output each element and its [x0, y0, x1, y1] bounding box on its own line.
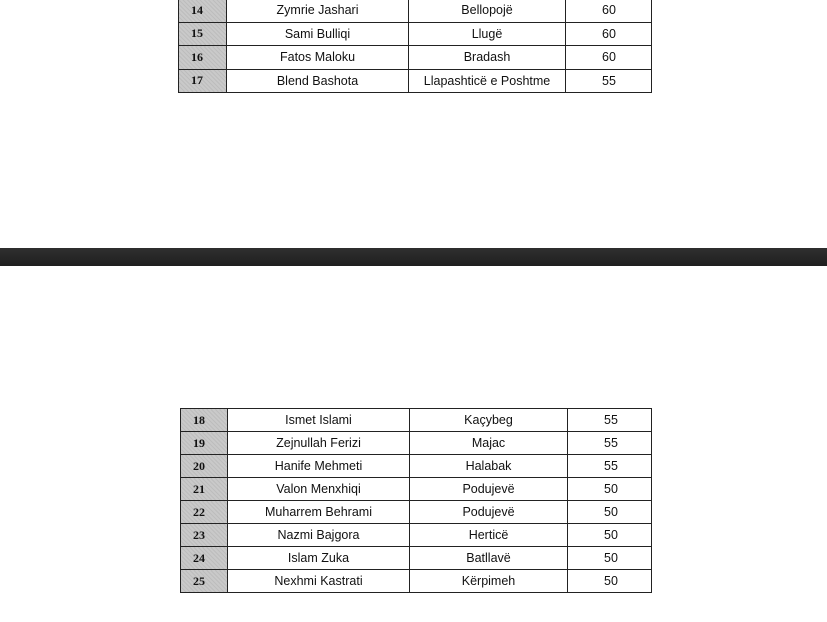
table-row	[181, 570, 652, 593]
row-number: 15	[179, 22, 227, 46]
village-name: Majac	[410, 432, 568, 455]
row-number: 17	[179, 69, 227, 93]
row-number: 24	[181, 547, 228, 570]
person-name: Blend Bashota	[227, 69, 409, 93]
results-table-bottom	[180, 408, 652, 593]
score: 50	[568, 524, 652, 547]
village-name: Kaçybeg	[410, 409, 568, 432]
score: 55	[566, 69, 652, 93]
village-name: Llapashticë e Poshtme	[409, 69, 566, 93]
village-name: Herticë	[410, 524, 568, 547]
score: 60	[566, 0, 652, 22]
table-row	[179, 69, 652, 93]
village-name: Halabak	[410, 455, 568, 478]
village-name: Podujevë	[410, 478, 568, 501]
village-name: Batllavë	[410, 547, 568, 570]
row-number: 20	[181, 455, 228, 478]
table-row	[181, 478, 652, 501]
table-row	[181, 547, 652, 570]
row-number: 14	[179, 0, 227, 22]
score: 50	[568, 547, 652, 570]
score: 55	[568, 432, 652, 455]
village-name: Podujevë	[410, 501, 568, 524]
person-name: Ismet Islami	[228, 409, 410, 432]
table-row	[181, 432, 652, 455]
person-name: Valon Menxhiqi	[228, 478, 410, 501]
table-row	[179, 0, 652, 22]
row-number: 16	[179, 46, 227, 70]
person-name: Islam Zuka	[228, 547, 410, 570]
table-row	[181, 455, 652, 478]
score: 50	[568, 501, 652, 524]
row-number: 22	[181, 501, 228, 524]
row-number: 21	[181, 478, 228, 501]
table-row	[181, 524, 652, 547]
village-name: Kërpimeh	[410, 570, 568, 593]
score: 55	[568, 455, 652, 478]
person-name: Zejnullah Ferizi	[228, 432, 410, 455]
score: 60	[566, 22, 652, 46]
table-row	[181, 409, 652, 432]
score: 60	[566, 46, 652, 70]
person-name: Nexhmi Kastrati	[228, 570, 410, 593]
person-name: Sami Bulliqi	[227, 22, 409, 46]
person-name: Hanife Mehmeti	[228, 455, 410, 478]
village-name: Bradash	[409, 46, 566, 70]
person-name: Muharrem Behrami	[228, 501, 410, 524]
results-table-top	[178, 0, 652, 93]
page-separator	[0, 248, 827, 266]
table-row	[181, 501, 652, 524]
score: 50	[568, 570, 652, 593]
table-row	[179, 22, 652, 46]
row-number: 25	[181, 570, 228, 593]
row-number: 23	[181, 524, 228, 547]
village-name: Bellopojë	[409, 0, 566, 22]
score: 50	[568, 478, 652, 501]
row-number: 19	[181, 432, 228, 455]
table-row	[179, 46, 652, 70]
row-number: 18	[181, 409, 228, 432]
person-name: Zymrie Jashari	[227, 0, 409, 22]
person-name: Nazmi Bajgora	[228, 524, 410, 547]
village-name: Llugë	[409, 22, 566, 46]
score: 55	[568, 409, 652, 432]
person-name: Fatos Maloku	[227, 46, 409, 70]
